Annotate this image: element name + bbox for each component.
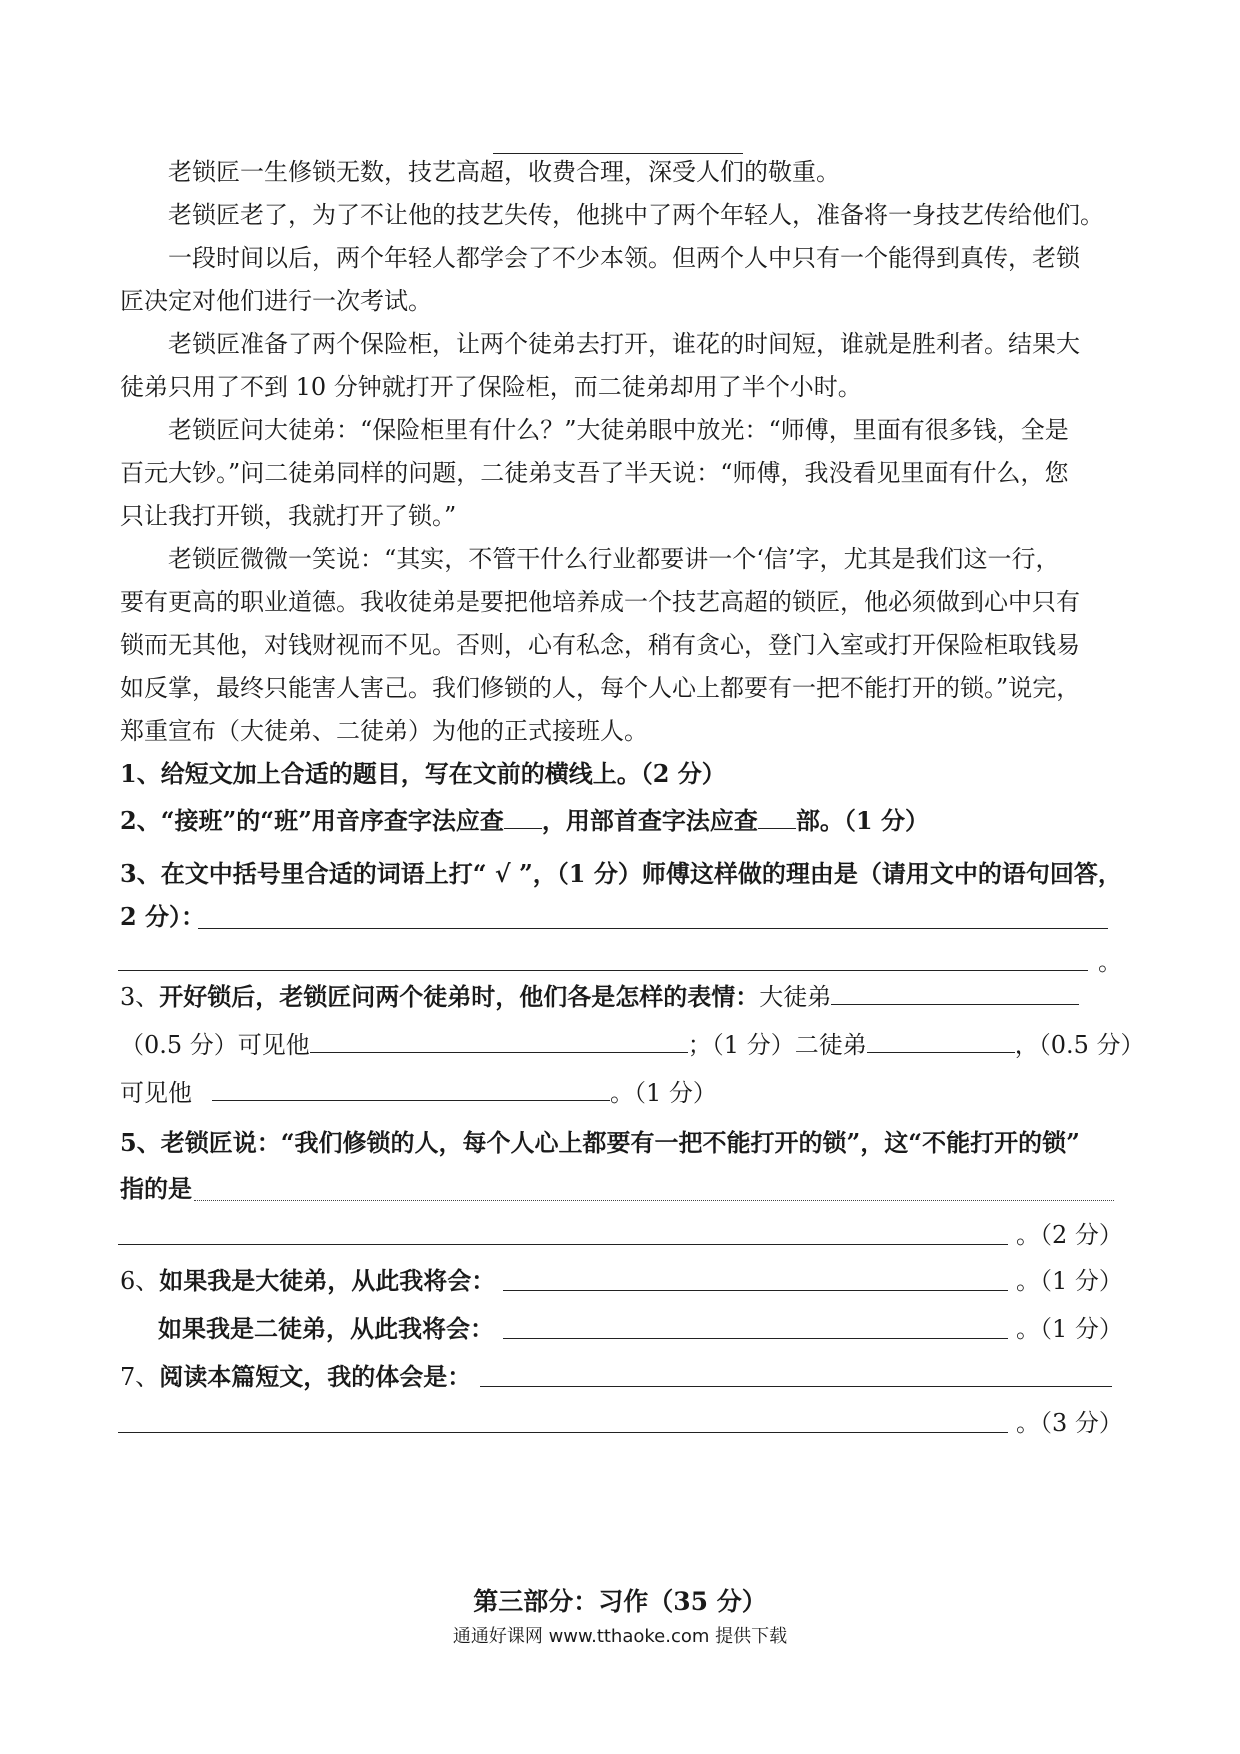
q4-blank-elder-meaning[interactable] [310, 1026, 688, 1053]
question-3-line2: 2 分）： [120, 902, 206, 931]
q3-end-mark: 。 [1098, 948, 1122, 976]
q6-answer-line-elder[interactable] [503, 1290, 1008, 1291]
passage-line: 老锁匠准备了两个保险柜，让两个徒弟去打开，谁花的时间短，谁就是胜利者。结果大 [168, 330, 1080, 358]
q7-answer-line-1[interactable] [480, 1386, 1112, 1387]
passage-line: 老锁匠一生修锁无数，技艺高超，收费合理，深受人们的敬重。 [168, 158, 840, 186]
q5-answer-line-2[interactable] [118, 1244, 1008, 1245]
q6-answer-line-younger[interactable] [503, 1338, 1008, 1339]
question-7 [120, 1360, 1120, 1394]
q2-text-b: ，用部首查字法应查 [541, 806, 758, 835]
q7-number: 7、 [120, 1363, 160, 1391]
passage-line: 百元大钞。”问二徒弟同样的问题，二徒弟支吾了半天说：“师傅，我没看见里面有什么，您 [120, 459, 1069, 487]
q4-blank-younger-expression[interactable] [867, 1026, 1015, 1053]
q3-answer-line-2[interactable] [118, 970, 1088, 971]
passage-line: 老锁匠问大徒弟：“保险柜里有什么？”大徒弟眼中放光：“师傅，里面有很多钱，全是 [168, 416, 1069, 444]
question-5: 5、老锁匠说：“我们修锁的人，每个人心上都要有一把不能打开的锁”，这“不能打开的锁” [120, 1128, 1080, 1157]
question-2 [120, 802, 1120, 838]
q3-answer-line-1[interactable] [198, 928, 1108, 929]
q4-text-h: 。（1 分） [610, 1079, 717, 1107]
question-1: 1、给短文加上合适的题目，写在文前的横线上。（2 分） [120, 759, 726, 788]
q2-text-a: 2、“接班”的“班”用音序查字法应查 [120, 806, 504, 835]
q6-text-a: 如果我是大徒弟，从此我将会： [159, 1266, 496, 1295]
question-4 [120, 978, 1120, 1014]
q4-blank-elder-expression[interactable] [831, 978, 1079, 1005]
footer-credit: 通通好课网 www.tthaoke.com 提供下载 [452, 1626, 788, 1647]
q4-blank-younger-meaning[interactable] [212, 1074, 610, 1101]
q4-number: 3、 [120, 983, 160, 1011]
q5-answer-line-1[interactable] [194, 1200, 1114, 1201]
passage-line: 只让我打开锁，我就打开了锁。” [120, 502, 457, 530]
passage-line: 老锁匠微微一笑说：“其实，不管干什么行业都要讲一个‘信’字，尤其是我们这一行， [168, 545, 1060, 573]
q4-text-d: （0.5 分）可见他 [120, 1031, 310, 1059]
q2-blank-radical[interactable] [758, 802, 796, 829]
q7-score: 。（3 分） [1016, 1409, 1123, 1437]
q4-text-e: ；（1 分）二徒弟 [687, 1031, 867, 1059]
passage-line: 要有更高的职业道德。我收徒弟是要把他培养成一个技艺高超的锁匠，他必须做到心中只有 [120, 588, 1080, 616]
section-title: 第三部分：习作（35 分） [473, 1587, 767, 1616]
question-5-line2: 指的是 [120, 1174, 192, 1203]
q6-score-b: 。（1 分） [1016, 1315, 1123, 1343]
q5-score: 。（2 分） [1016, 1221, 1123, 1249]
question-4-line3 [120, 1074, 1120, 1110]
passage-line: 锁而无其他，对钱财视而不见。否则，心有私念，稍有贪心，登门入室或打开保险柜取钱易 [120, 631, 1080, 659]
passage-line: 徒弟只用了不到 10 分钟就打开了保险柜，而二徒弟却用了半个小时。 [120, 373, 862, 401]
q2-text-c: 部。（1 分） [795, 806, 929, 835]
q2-blank-pinyin[interactable] [504, 802, 542, 829]
q7-text: 阅读本篇短文，我的体会是： [159, 1362, 472, 1391]
passage-line: 如反掌，最终只能害人害己。我们修锁的人，每个人心上都要有一把不能打开的锁。”说完， [120, 674, 1081, 702]
q4-text-f: ，（0.5 分） [1014, 1031, 1145, 1059]
passage-line: 匠决定对他们进行一次考试。 [120, 287, 432, 315]
q7-answer-line-2[interactable] [118, 1432, 1008, 1433]
q6-score-a: 。（1 分） [1016, 1267, 1123, 1295]
q6-number: 6、 [120, 1267, 160, 1295]
q6-text-b: 如果我是二徒弟，从此我将会： [158, 1314, 494, 1343]
passage-line: 郑重宣布（大徒弟、二徒弟）为他的正式接班人。 [120, 717, 648, 745]
passage-line: 老锁匠老了，为了不让他的技艺失传，他挑中了两个年轻人，准备将一身技艺传给他们。 [168, 201, 1104, 229]
question-3: 3、在文中括号里合适的词语上打“ √ ”，（1 分）师傅这样做的理由是（请用文中的语句回答， [120, 859, 1122, 888]
q4-text: 开好锁后，老锁匠问两个徒弟时，他们各是怎样的表情： [159, 982, 760, 1011]
question-4-line2 [120, 1026, 1145, 1062]
q4-text-g: 可见他 [120, 1079, 192, 1107]
question-6 [120, 1264, 1120, 1298]
passage-line: 一段时间以后，两个年轻人都学会了不少本领。但两个人中只有一个能得到真传，老锁 [168, 244, 1080, 272]
title-blank-line [493, 153, 743, 154]
q4-elder-label: 大徒弟 [759, 983, 832, 1011]
